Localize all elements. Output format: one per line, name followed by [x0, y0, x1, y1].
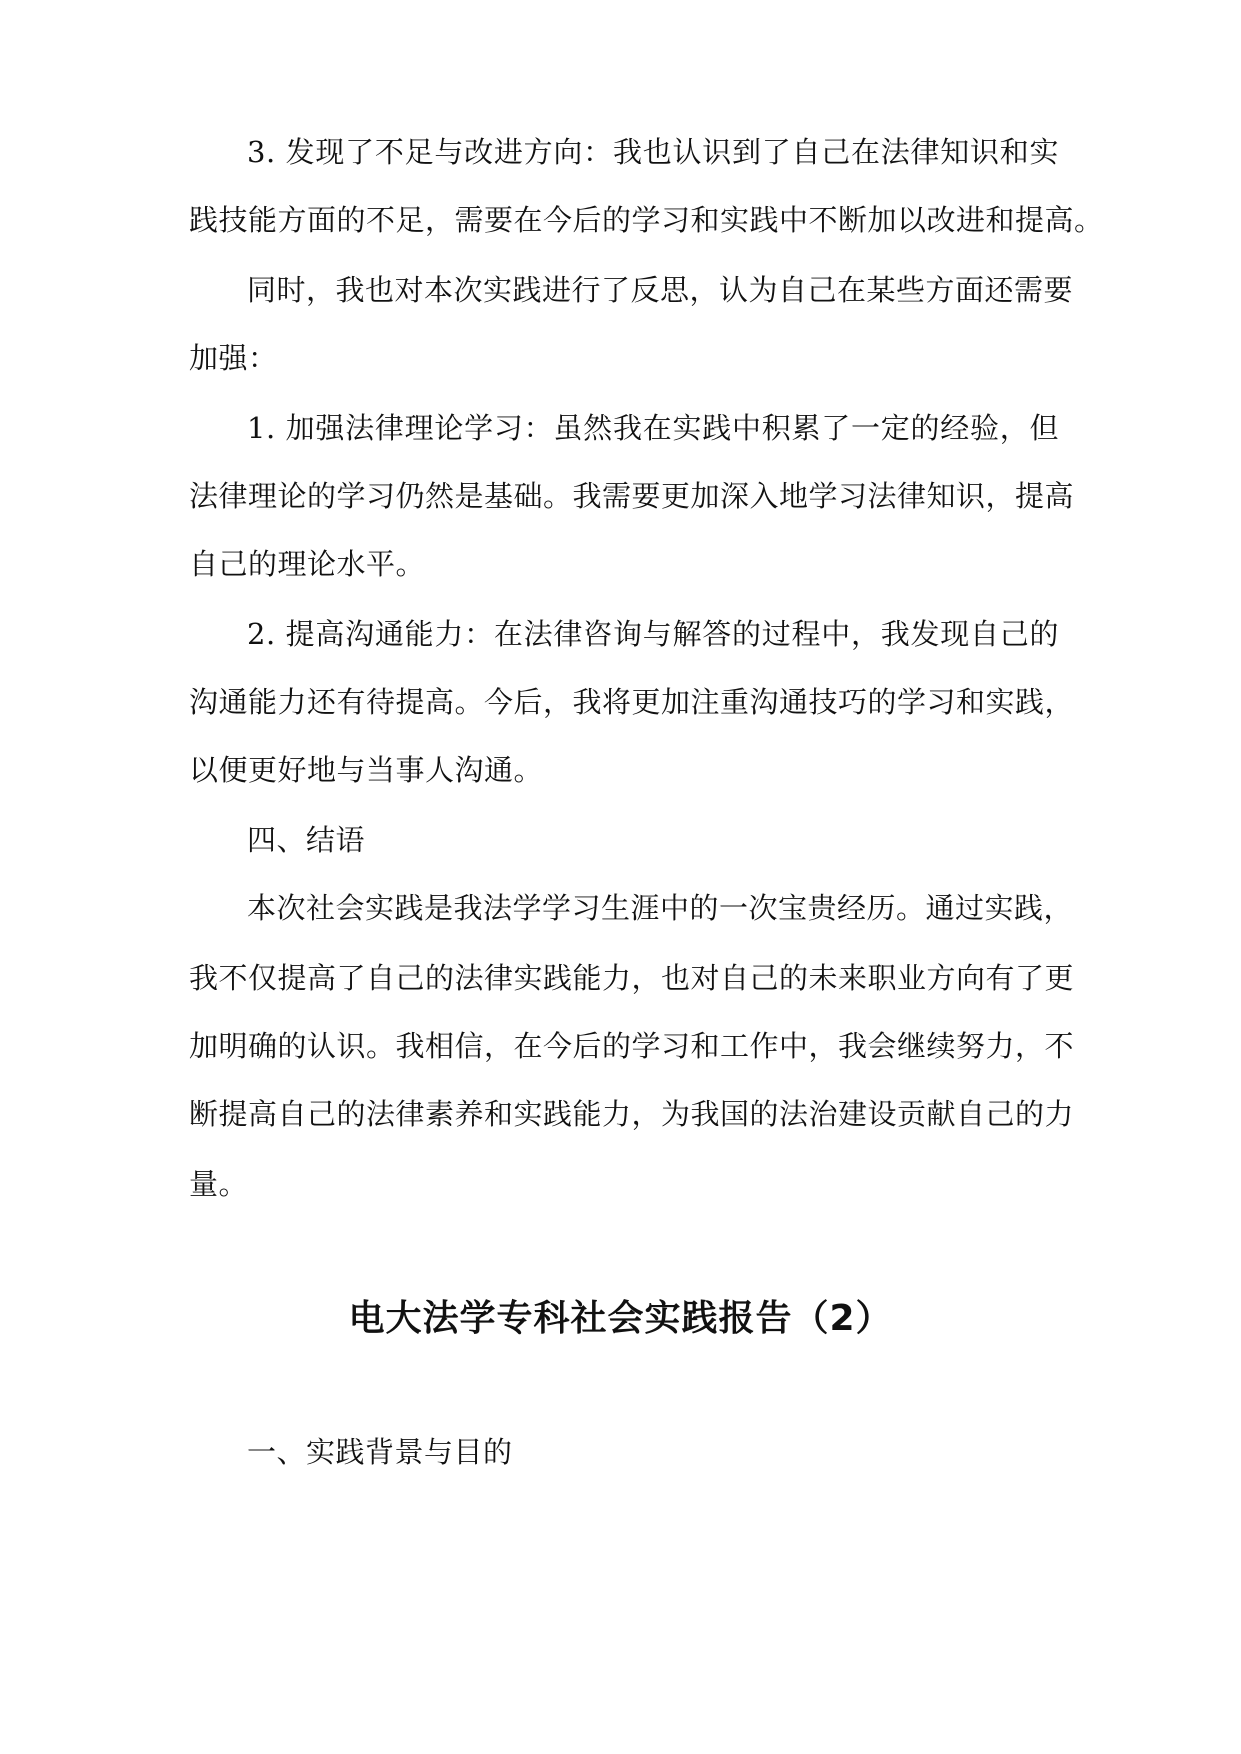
- paragraph-line: 本次社会实践是我法学学习生涯中的一次宝贵经历。通过实践，: [247, 891, 1074, 925]
- paragraph-line: 践技能方面的不足，需要在今后的学习和实践中不断加以改进和提高。: [189, 203, 1104, 237]
- paragraph-line: 加强：: [189, 341, 278, 375]
- paragraph-line: 自己的理论水平。: [189, 547, 426, 581]
- paragraph-line: 法律理论的学习仍然是基础。我需要更加深入地学习法律知识，提高: [189, 479, 1075, 513]
- paragraph-line: 同时，我也对本次实践进行了反思，认为自己在某些方面还需要: [247, 273, 1074, 307]
- paragraph-line: 以便更好地与当事人沟通。: [189, 753, 544, 787]
- section-heading-background: 一、实践背景与目的: [247, 1435, 513, 1469]
- paragraph-line: 3. 发现了不足与改进方向：我也认识到了自己在法律知识和实: [247, 135, 1059, 169]
- paragraph-line: 我不仅提高了自己的法律实践能力，也对自己的未来职业方向有了更: [189, 961, 1075, 995]
- paragraph-line: 量。: [189, 1167, 249, 1201]
- paragraph-line: 加明确的认识。我相信，在今后的学习和工作中，我会继续努力，不: [189, 1029, 1075, 1063]
- paragraph-line: 2. 提高沟通能力：在法律咨询与解答的过程中，我发现自己的: [247, 617, 1059, 651]
- report-title: 电大法学专科社会实践报告（2）: [348, 1298, 893, 1339]
- section-heading-conclusion: 四、结语: [247, 823, 366, 857]
- paragraph-line: 沟通能力还有待提高。今后，我将更加注重沟通技巧的学习和实践，: [189, 685, 1075, 719]
- paragraph-line: 1. 加强法律理论学习：虽然我在实践中积累了一定的经验，但: [247, 411, 1059, 445]
- paragraph-line: 断提高自己的法律素养和实践能力，为我国的法治建设贡献自己的力: [189, 1097, 1075, 1131]
